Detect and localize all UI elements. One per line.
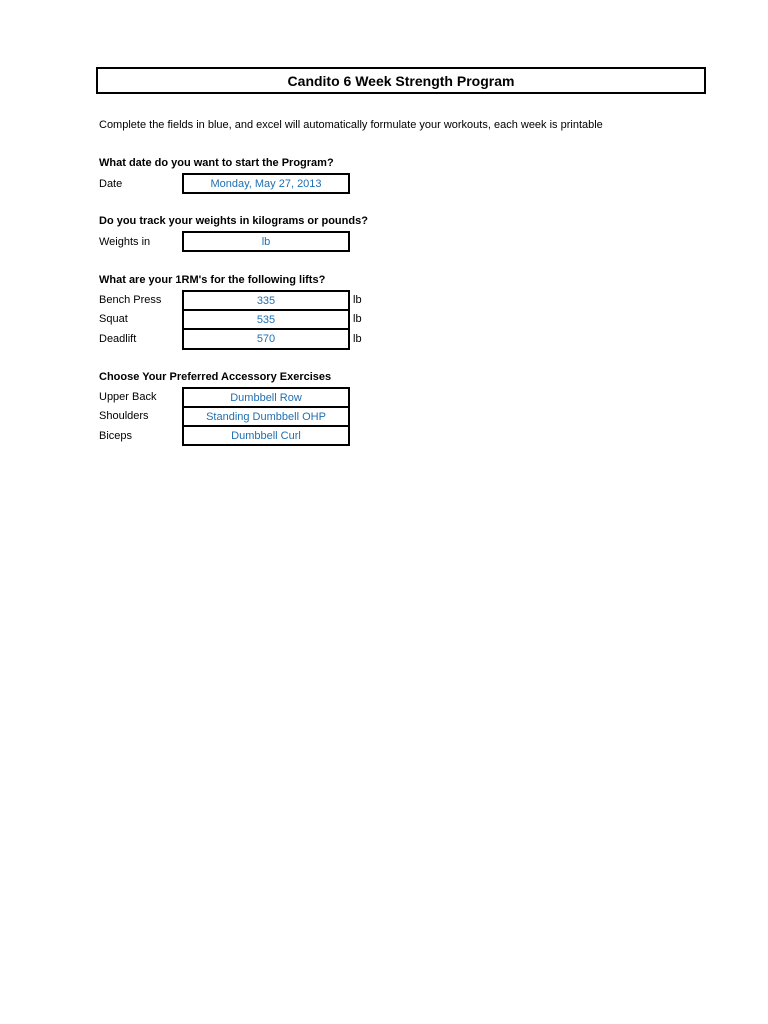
bench-press-label: Bench Press [99,294,162,306]
rm-question: What are your 1RM's for the following lifts? [99,274,326,286]
deadlift-label: Deadlift [99,333,137,345]
squat-1rm-field[interactable]: 535 [182,309,350,330]
weights-in-label: Weights in [99,236,151,248]
bench-press-1rm-field[interactable]: 335 [182,290,350,311]
deadlift-unit: lb [353,333,362,345]
squat-label: Squat [99,313,128,325]
upper-back-label: Upper Back [99,391,157,403]
units-question: Do you track your weights in kilograms or pounds? [99,215,368,227]
shoulders-exercise-field[interactable]: Standing Dumbbell OHP [182,406,350,427]
shoulders-label: Shoulders [99,410,149,422]
accessory-heading: Choose Your Preferred Accessory Exercises [99,371,332,383]
biceps-label: Biceps [99,430,133,442]
upper-back-exercise-field[interactable]: Dumbbell Row [182,387,350,408]
instructions-text: Complete the fields in blue, and excel will automatically formulate your workouts, each week is printable [99,119,603,131]
squat-unit: lb [353,313,362,325]
deadlift-1rm-field[interactable]: 570 [182,328,350,350]
start-date-field[interactable]: Monday, May 27, 2013 [182,173,350,194]
weight-unit-field[interactable]: lb [182,231,350,252]
date-label: Date [99,178,123,190]
biceps-exercise-field[interactable]: Dumbbell Curl [182,425,350,446]
date-question: What date do you want to start the Program? [99,157,334,169]
bench-press-unit: lb [353,294,362,306]
page-title: Candito 6 Week Strength Program [96,67,706,94]
